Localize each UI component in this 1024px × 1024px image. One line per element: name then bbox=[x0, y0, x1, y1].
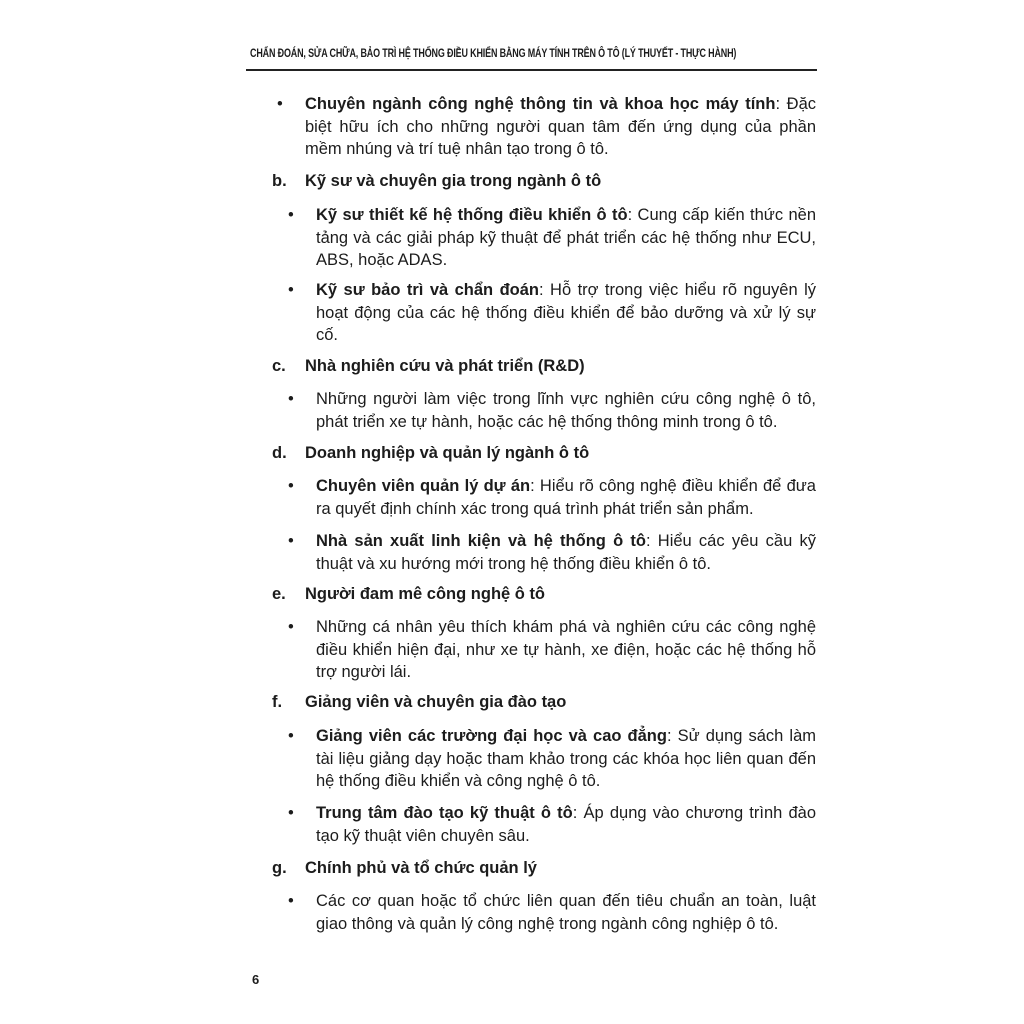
bullet-icon: • bbox=[288, 532, 294, 550]
bullet-icon: • bbox=[288, 390, 294, 408]
list-item bbox=[288, 279, 816, 347]
item-text: : Cung cấp kiến thức nền tảng và các giải pháp kỹ thuật để phát triển các hệ thống như ECU, ABS, hoặc ADAS. bbox=[316, 206, 816, 269]
item-bold: Chuyên viên quản lý dự án bbox=[316, 477, 531, 495]
item-text: : Đặc biệt hữu ích cho những người quan tâm đến ứng dụng của phần mềm nhúng và trí tuệ nhân tạo trong ô tô. bbox=[305, 95, 816, 158]
list-item bbox=[288, 530, 816, 575]
section-letter: b. bbox=[272, 172, 287, 190]
list-item bbox=[288, 388, 816, 433]
section-heading bbox=[272, 172, 601, 191]
bullet-icon: • bbox=[288, 206, 294, 224]
section-heading bbox=[272, 444, 589, 463]
section-title: Giảng viên và chuyên gia đào tạo bbox=[305, 693, 567, 711]
item-text: : Hiểu các yêu cầu kỹ thuật và xu hướng mới trong hệ thống điều khiển ô tô. bbox=[316, 532, 816, 573]
section-title: Kỹ sư và chuyên gia trong ngành ô tô bbox=[305, 172, 602, 190]
item-text: : Áp dụng vào chương trình đào tạo kỹ thuật viên chuyên sâu. bbox=[316, 804, 817, 845]
item-bold: Giảng viên các trường đại học và cao đẳng bbox=[316, 727, 667, 745]
item-bold: Kỹ sư thiết kế hệ thống điều khiển ô tô bbox=[316, 206, 628, 224]
bullet-icon: • bbox=[277, 95, 283, 113]
list-item bbox=[288, 475, 816, 520]
section-title: Nhà nghiên cứu và phát triển (R&D) bbox=[305, 357, 585, 375]
section-letter: c. bbox=[272, 357, 286, 375]
section-letter: g. bbox=[272, 859, 287, 877]
list-item bbox=[277, 93, 816, 161]
section-letter: f. bbox=[272, 693, 283, 711]
bullet-icon: • bbox=[288, 281, 294, 299]
header-rule bbox=[246, 69, 817, 71]
section-letter: e. bbox=[272, 585, 286, 603]
item-text: Những người làm việc trong lĩnh vực nghiên cứu công nghệ ô tô, phát triển xe tự hành, hoặc các hệ thống thông minh trong ô tô. bbox=[316, 390, 816, 431]
item-text: : Sử dụng sách làm tài liệu giảng dạy hoặc tham khảo trong các khóa học liên quan đến hệ thống điều khiển và công nghệ ô tô. bbox=[316, 727, 816, 790]
section-title: Người đam mê công nghệ ô tô bbox=[305, 585, 546, 603]
section-title: Doanh nghiệp và quản lý ngành ô tô bbox=[305, 444, 590, 462]
item-bold: Nhà sản xuất linh kiện và hệ thống ô tô bbox=[316, 532, 646, 550]
bullet-icon: • bbox=[288, 618, 294, 636]
section-heading bbox=[272, 693, 566, 712]
bullet-icon: • bbox=[288, 727, 294, 745]
list-item bbox=[288, 802, 817, 847]
section-letter: d. bbox=[272, 444, 287, 462]
section-heading bbox=[272, 357, 585, 376]
list-item bbox=[288, 204, 816, 272]
item-bold: Trung tâm đào tạo kỹ thuật ô tô bbox=[316, 804, 573, 822]
section-title: Chính phủ và tổ chức quản lý bbox=[305, 859, 537, 877]
page-number: 6 bbox=[252, 972, 260, 987]
item-text: Các cơ quan hoặc tổ chức liên quan đến tiêu chuẩn an toàn, luật giao thông và quản lý công nghệ trong ngành công nghiệp ô tô. bbox=[316, 892, 816, 933]
item-text: : Hiểu rõ công nghệ điều khiển để đưa ra quyết định chính xác trong quá trình phát triển sản phẩm. bbox=[316, 477, 816, 518]
section-heading bbox=[272, 585, 545, 604]
list-item bbox=[288, 725, 816, 793]
item-text: : Hỗ trợ trong việc hiểu rõ nguyên lý hoạt động của các hệ thống điều khiển để bảo dưỡng và xử lý sự cố. bbox=[316, 281, 816, 344]
bullet-icon: • bbox=[288, 804, 294, 822]
section-heading bbox=[272, 859, 537, 878]
running-header: CHẨN ĐOÁN, SỬA CHỮA, BẢO TRÌ HỆ THỐNG ĐIỀU KHIỂN BẰNG MÁY TÍNH TRÊN Ô TÔ (LÝ THUYẾT - THỰC HÀNH) bbox=[250, 48, 737, 60]
item-text: Những cá nhân yêu thích khám phá và nghiên cứu các công nghệ điều khiển hiện đại, như xe tự hành, xe điện, hoặc các hệ thống hỗ trợ người lái. bbox=[316, 618, 816, 681]
list-item bbox=[288, 890, 816, 935]
bullet-icon: • bbox=[288, 477, 294, 495]
list-item bbox=[288, 616, 816, 684]
bullet-icon: • bbox=[288, 892, 294, 910]
item-bold: Kỹ sư bảo trì và chẩn đoán bbox=[316, 281, 539, 299]
item-bold: Chuyên ngành công nghệ thông tin và khoa học máy tính bbox=[305, 95, 776, 113]
